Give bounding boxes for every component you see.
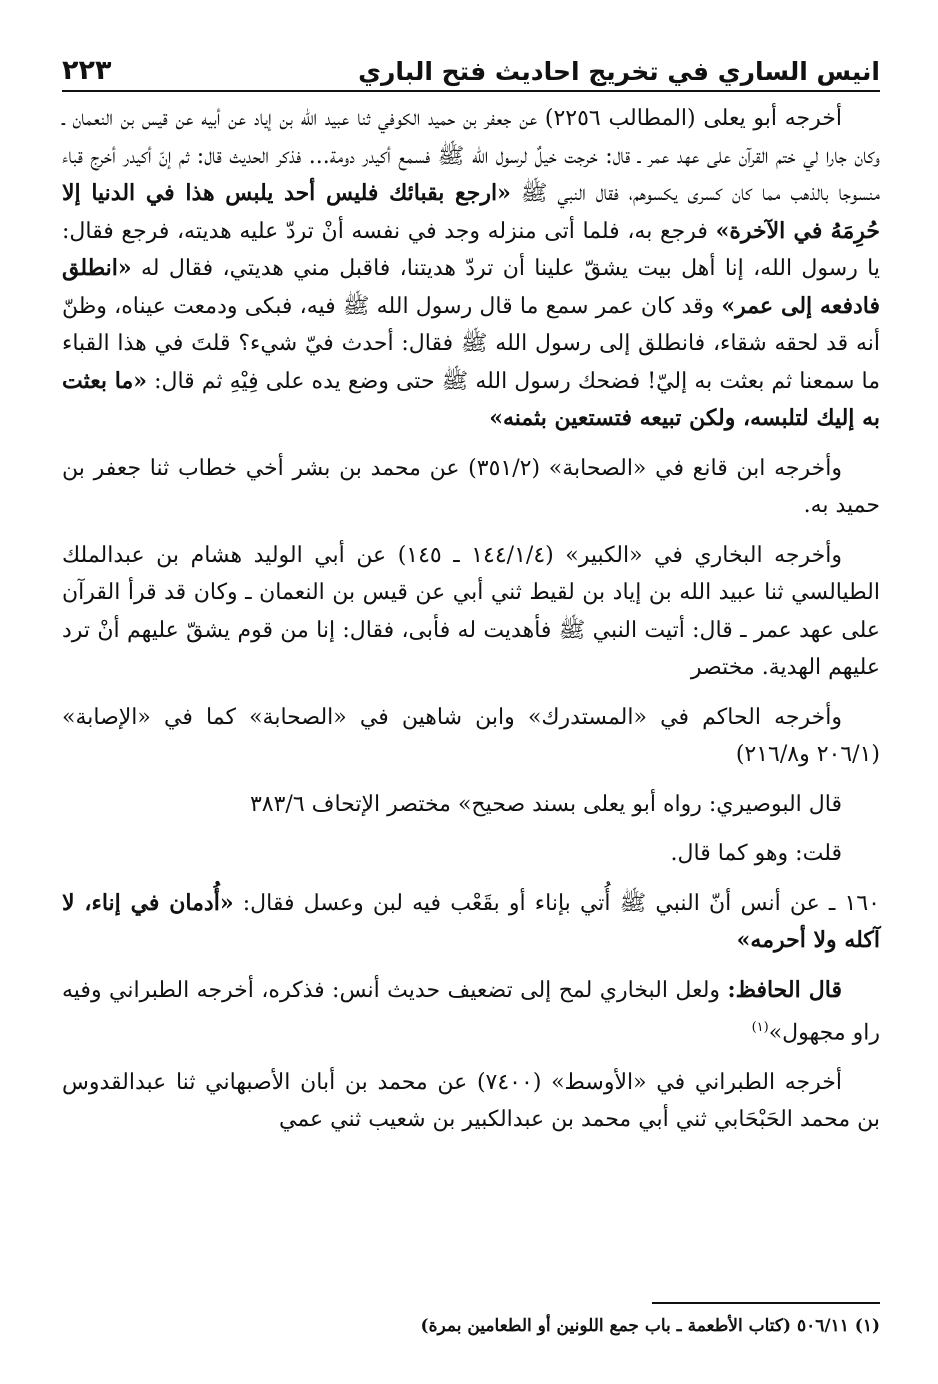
- hafiz-label: قال الحافظ:: [727, 976, 842, 1003]
- paragraph-4: وأخرجه الحاكم في «المستدرك» وابن شاهين في «الصحابة» كما في «الإصابة» (٢٠٦/١ و٢١٦/٨): [62, 704, 880, 767]
- hadith-quote: «ما بعثت به إليك لتلبسه، ولكن تبيعه فتستعين بثمنه»: [62, 367, 880, 431]
- footnote-ref[interactable]: (١): [751, 1020, 769, 1035]
- hadith-quote: «أُدمان في إناء، لا آكله ولا أحرمه»: [62, 889, 880, 953]
- running-header: [62, 44, 880, 92]
- paragraph-2: وأخرجه ابن قانع في «الصحابة» (٣٥١/٢) عن محمد بن بشر أخي خطاب ثنا جعفر بن حميد به.: [62, 455, 880, 518]
- paragraph-6: قلت: وهو كما قال.: [670, 841, 842, 866]
- hadith-quote: «ارجع بقبائك فليس أحد يلبس هذا في الدنيا إلا حُرِمَهُ في الآخرة»: [62, 180, 880, 244]
- book-title: انيس الساري في تخريج احاديث فتح الباري: [358, 57, 880, 86]
- footnote-separator: [652, 1302, 880, 1304]
- page-body: [62, 100, 880, 1151]
- paragraph-tabarani: أخرجه الطبراني في «الأوسط» (٧٤٠٠) عن محمد بن أبان الأصبهاني ثنا عبدالقدوس بن محمد الحَبْحَابي ثني أبي محمد بن عبدالكبير بن شعيب ثني عمي: [62, 1069, 880, 1133]
- hadith-160: [62, 885, 880, 960]
- hadith-quote: «انطلق فادفعه إلى عمر»: [62, 255, 880, 319]
- text-run: فرجع به، فلما أتى منزله وجد في نفسه أنْ تردّ عليه هديته، فرجع فقال: يا رسول الله، إنا أهل بيت يشقّ علينا أن تردّ هديتنا، فاقبل مني هديتي، فقال له: [62, 218, 880, 281]
- text-run: وقد كان عمر سمع ما قال رسول الله ﷺ فيه، فبكى ودمعت عيناه، وظنّ أنه قد لحقه شقاء، فانطلق إلى رسول الله ﷺ فقال: أحدث فيّ شيء؟ قلتَ في هذا القباء ما سمعنا ثم بعثت به إليّ! فضحك رسول الله ﷺ حتى وضع يده على فِيْهِ ثم قال:: [62, 293, 880, 394]
- paragraph-3: وأخرجه البخاري في «الكبير» (١٤٤/١/٤ ـ ١٤٥) عن أبي الوليد هشام بن عبدالملك الطيالسي ثنا عبيد الله بن إياد بن لقيط ثني أبي عن قيس بن النعمان ـ وكان قد قرأ القرآن على عهد عمر ـ قال: أتيت النبي ﷺ فأهديت له فأبى، فقال: إنا من قوم يشقّ عليهم أنْ ترد عليهم الهدية. مختصر: [62, 542, 880, 680]
- paragraph-1: [62, 100, 880, 438]
- page-number: ٢٢٣: [62, 55, 112, 86]
- paragraph-5: قال البوصيري: رواه أبو يعلى بسند صحيح» مختصر الإتحاف ٣٨٣/٦: [249, 791, 842, 817]
- text-run: ولعل البخاري لمح إلى تضعيف حديث أنس: فذكره، أخرجه الطبراني وفيه راو مجهول»: [62, 977, 880, 1046]
- text-run: أخرجه أبو يعلى (المطالب ٢٢٥٦) عن جعفر بن حميد الكوفي ثنا عبيد الله بن إياد عن أبيه عن قيس بن النعمان ـ وكان جارا لي ختم القرآن على عهد عمر ـ قال: خرجت خيلٌ لرسول الله ﷺ فسمع أكيدر دومة... فذكر الحديث قال: ثم إنّ أكيدر أخرج قباء منسوجا بالذهب مما كان كسرى يكسوهم، فقال النبي ﷺ: [62, 106, 880, 206]
- text-run: ١٦٠ ـ عن أنس أنّ النبي ﷺ أُتي بإناء أو بقَعْب فيه لبن وعسل فقال:: [233, 890, 880, 916]
- footnote: (١) ٥٠٦/١١ (كتاب الأطعمة ـ باب جمع اللونين أو الطعامين بمرة): [420, 1316, 880, 1336]
- paragraph-hafiz: [62, 972, 880, 1052]
